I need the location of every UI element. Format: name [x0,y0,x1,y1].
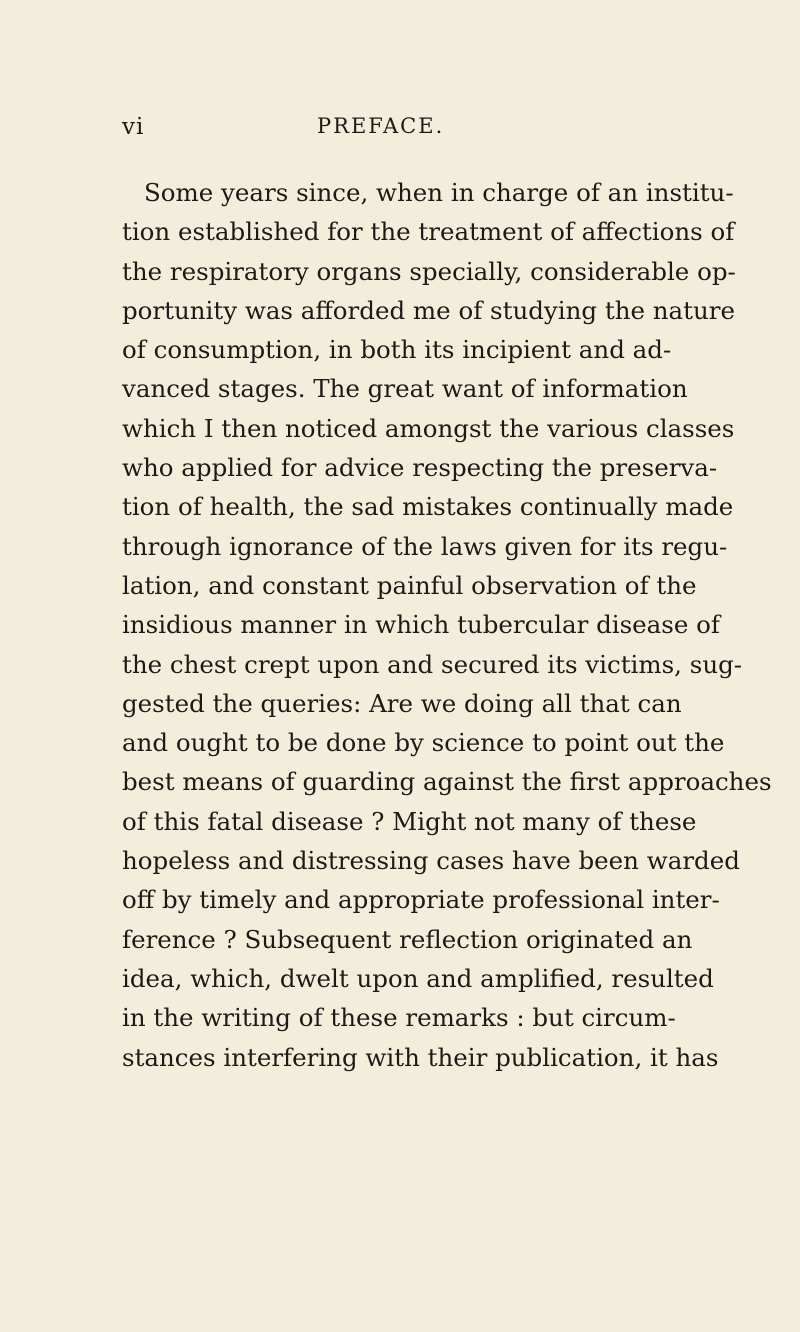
running-header-title: PREFACE. [317,114,445,138]
text-line: ference ? Subsequent reflection originated an [122,924,693,954]
text-line: tion established for the treatment of affections of [122,217,735,247]
text-line: idea, which, dwelt upon and amplified, resulted [122,963,714,993]
text-line: of consumption, in both its incipient and ad- [122,335,672,365]
running-head [122,114,712,144]
text-line: lation, and constant painful observation of the [122,570,697,600]
text-line: of this fatal disease ? Might not many of these [122,806,697,836]
text-line: off by timely and appropriate professional inter- [122,885,720,915]
text-line: insidious manner in which tubercular disease of [122,610,720,640]
text-line: vanced stages. The great want of information [122,374,688,404]
text-line: gested the queries: Are we doing all that can [122,688,682,718]
text-line: portunity was afforded me of studying the nature [122,295,735,325]
page-number: vi [122,114,145,140]
text-line: tion of health, the sad mistakes continually made [122,492,734,522]
text-line: stances interfering with their publication, it has [122,1042,719,1072]
preface-text [122,173,772,1077]
text-line: hopeless and distressing cases have been warded [122,846,740,876]
text-line: which I then noticed amongst the various classes [122,413,735,443]
text-line: through ignorance of the laws given for its regu- [122,531,728,561]
text-line: who applied for advice respecting the preserva- [122,453,718,483]
text-line: and ought to be done by science to point out the [122,728,725,758]
text-line: the respiratory organs specially, considerable op- [122,256,736,286]
text-line: the chest crept upon and secured its victims, sug- [122,649,743,679]
text-line: Some years since, when in charge of an institu- [144,178,734,207]
text-line: in the writing of these remarks : but circum- [122,1003,676,1033]
text-line: best means of guarding against the first approaches [122,767,772,797]
